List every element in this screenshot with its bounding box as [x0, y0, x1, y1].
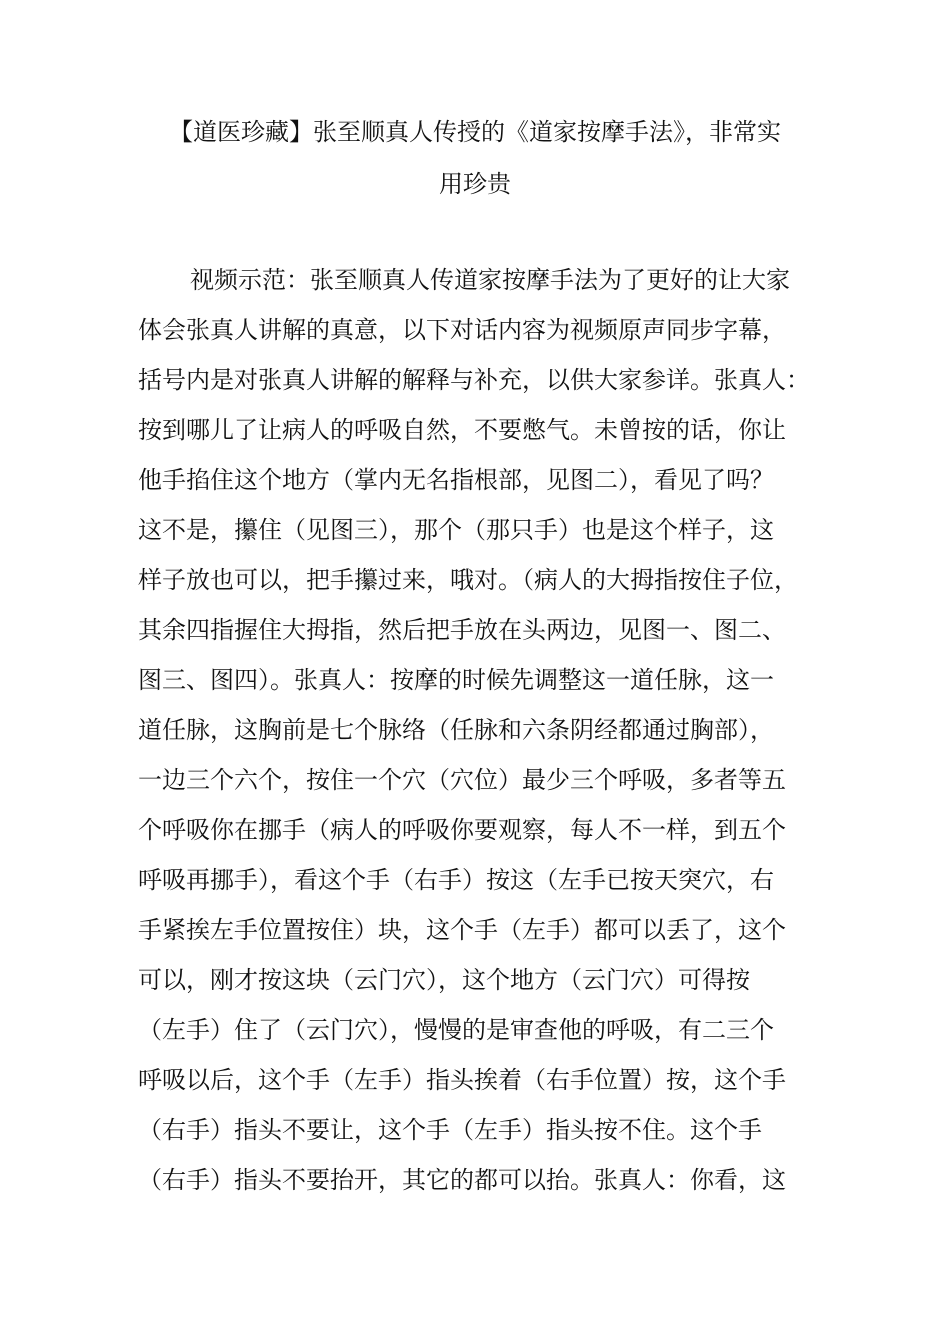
body-line: 呼吸以后，这个手（左手）指头挨着（右手位置）按，这个手	[138, 1066, 786, 1094]
body-line: 一边三个六个，按住一个穴（穴位）最少三个呼吸，多者等五	[138, 766, 786, 794]
body-line: 体会张真人讲解的真意，以下对话内容为视频原声同步字幕，	[138, 316, 786, 344]
body-line: 可以，刚才按这块（云门穴），这个地方（云门穴）可得按	[138, 966, 750, 994]
document-title-line-1: 【道医珍藏】张至顺真人传授的《道家按摩手法》，非常实	[169, 118, 781, 146]
body-line: （右手）指头不要让，这个手（左手）指头按不住。这个手	[138, 1116, 762, 1144]
body-line: 个呼吸你在挪手（病人的呼吸你要观察，每人不一样，到五个	[138, 816, 786, 844]
body-line: 括号内是对张真人讲解的解释与补充，以供大家参详。张真人：	[138, 366, 810, 394]
body-line: 图三、图四）。张真人：按摩的时候先调整这一道任脉，这一	[138, 666, 774, 694]
body-line: （左手）住了（云门穴），慢慢的是审查他的呼吸，有二三个	[138, 1016, 774, 1044]
body-line: 这不是，攥住（见图三），那个（那只手）也是这个样子，这	[138, 516, 774, 544]
body-line: 样子放也可以，把手攥过来，哦对。（病人的大拇指按住子位，	[138, 566, 798, 594]
body-line: 呼吸再挪手），看这个手（右手）按这（左手已按天突穴，右	[138, 866, 774, 894]
body-line: 手紧挨左手位置按住）块，这个手（左手）都可以丢了，这个	[138, 916, 786, 944]
body-line: 道任脉，这胸前是七个脉络（任脉和六条阴经都通过胸部），	[138, 716, 774, 744]
document-body	[138, 262, 818, 1212]
body-line: 视频示范：张至顺真人传道家按摩手法为了更好的让大家	[190, 266, 790, 294]
body-line: 他手掐住这个地方（掌内无名指根部，见图二），看见了吗？	[138, 466, 774, 494]
body-line: （右手）指头不要抬开，其它的都可以抬。张真人：你看，这	[138, 1166, 786, 1194]
document-title-line-2: 用珍贵	[439, 170, 511, 198]
body-line: 其余四指握住大拇指，然后把手放在头两边，见图一、图二、	[138, 616, 786, 644]
body-line: 按到哪儿了让病人的呼吸自然，不要憋气。未曾按的话，你让	[138, 416, 786, 444]
